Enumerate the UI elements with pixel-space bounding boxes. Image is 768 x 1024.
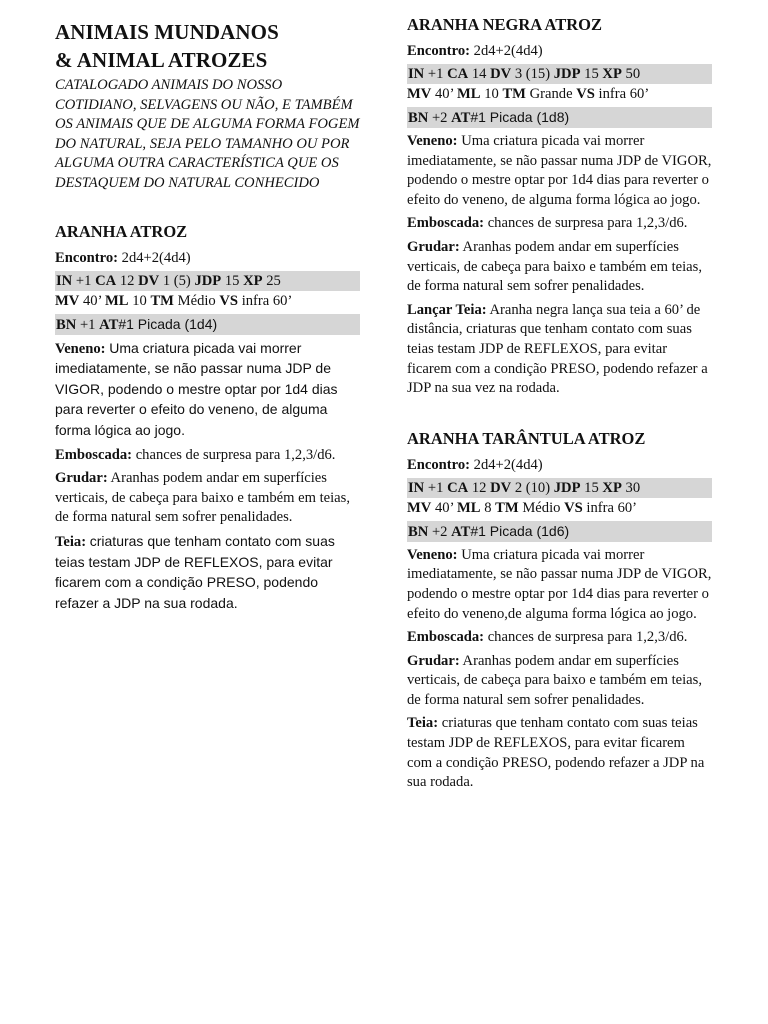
- creature-name: ARANHA NEGRA ATROZ: [407, 15, 602, 34]
- vs-value: infra 60’: [598, 86, 650, 102]
- encontro-label: Encontro:: [407, 43, 470, 59]
- vs-label: VS: [564, 499, 583, 516]
- dv-value: 2 (10): [514, 479, 551, 496]
- left-column: [55, 14, 360, 643]
- jdp-value: 15: [224, 272, 240, 289]
- xp-value: 25: [266, 272, 281, 289]
- creature-name: ARANHA TARÂNTULA ATROZ: [407, 428, 646, 448]
- tm-value: Médio: [177, 292, 216, 309]
- emboscada-section: [55, 446, 360, 466]
- in-value: +1: [427, 479, 444, 496]
- bn-value: +2: [431, 110, 448, 126]
- jdp-value: 15: [584, 479, 599, 496]
- attack-line: [407, 521, 712, 542]
- encontro-value: 2d4+2(4d4): [473, 456, 543, 473]
- grudar-text: Aranhas podem andar em superfícies verticais, de cabeça para baixo e também em teias, de forma natural sem sofrer penalidades.: [407, 238, 702, 295]
- in-value: +1: [75, 272, 92, 289]
- vs-value: infra 60’: [586, 499, 638, 516]
- ml-value: 10: [484, 86, 499, 102]
- ca-label: CA: [95, 272, 117, 289]
- veneno-label: Veneno:: [55, 340, 106, 357]
- teia-section: [407, 714, 712, 792]
- veneno-section: [407, 132, 712, 210]
- at-label: AT: [451, 523, 471, 540]
- creature-aranha-atroz: [55, 221, 360, 615]
- vs-label: VS: [576, 86, 595, 102]
- emboscada-text: chances de surpresa para 1,2,3/d6.: [487, 215, 688, 232]
- xp-value: 30: [625, 479, 641, 496]
- stats-line-2: [55, 291, 360, 311]
- teia-label: Teia:: [407, 715, 439, 732]
- ca-label: CA: [447, 479, 469, 496]
- encontro-line: [407, 41, 712, 61]
- creature-name: ARANHA ATROZ: [55, 221, 188, 241]
- at-label: AT: [451, 110, 471, 126]
- mv-value: 40’: [434, 86, 454, 102]
- veneno-text: Uma criatura picada vai morrer imediatamente, se não passar numa JDP de VIGOR, podendo o mestre optar por 1d4 dias para reverter o efeito do veneno, de alguma forma lógica ao jogo.: [55, 339, 338, 438]
- tm-label: TM: [150, 292, 174, 309]
- stats-line-2: [407, 498, 712, 518]
- xp-label: XP: [602, 66, 622, 82]
- dv-value: 1 (5): [162, 272, 191, 289]
- emboscada-label: Emboscada:: [407, 629, 485, 646]
- dv-label: DV: [490, 479, 512, 496]
- jdp-label: JDP: [194, 272, 222, 289]
- ml-label: ML: [105, 292, 129, 309]
- mv-value: 40’: [434, 499, 454, 516]
- emboscada-section: [407, 628, 712, 648]
- bn-value: +2: [431, 523, 448, 540]
- bn-value: +1: [79, 316, 96, 333]
- veneno-section: [407, 546, 712, 624]
- encontro-value: 2d4+2(4d4): [121, 249, 191, 266]
- mv-value: 40’: [82, 292, 102, 309]
- veneno-label: Veneno:: [407, 546, 458, 563]
- emboscada-label: Emboscada:: [407, 215, 485, 232]
- in-label: IN: [408, 66, 425, 82]
- stats-line-2: [407, 84, 712, 104]
- jdp-value: 15: [584, 66, 599, 82]
- stats-line-1: [407, 478, 712, 498]
- lancar-teia-text: Aranha negra lança sua teia a 60’ de distância, criaturas que tenham contato com suas teias testam JDP de REFLEXOS, para evitar ficarem com a condição PRESO, podendo refazer a JDP na sua vez na rodada.: [407, 301, 708, 397]
- grudar-label: Grudar:: [407, 652, 460, 669]
- title-line-2: & ANIMAL ATROZES: [55, 48, 268, 72]
- at-label: AT: [99, 316, 119, 333]
- creature-aranha-negra-atroz: [407, 14, 712, 399]
- teia-label: Teia:: [55, 533, 87, 550]
- teia-section: [55, 532, 360, 614]
- encontro-label: Encontro:: [407, 456, 470, 473]
- veneno-label: Veneno:: [407, 133, 458, 149]
- tm-label: TM: [495, 499, 519, 516]
- tm-value: Grande: [529, 86, 573, 102]
- tm-label: TM: [502, 86, 526, 102]
- at-value: #1 Picada (1d6): [470, 522, 570, 539]
- mv-label: MV: [407, 499, 432, 516]
- dv-label: DV: [490, 66, 512, 82]
- vs-value: infra 60’: [241, 292, 293, 309]
- xp-value: 50: [625, 66, 641, 82]
- attack-line: [407, 107, 712, 128]
- ca-label: CA: [447, 66, 469, 82]
- bn-label: BN: [408, 523, 429, 540]
- right-column: [407, 14, 712, 822]
- encontro-line: [55, 248, 360, 268]
- mv-label: MV: [407, 86, 432, 102]
- ml-label: ML: [457, 86, 481, 102]
- teia-text: criaturas que tenham contato com suas teias testam JDP de REFLEXOS, para evitar ficarem com a condição PRESO, podendo refazer a JDP na sua rodada.: [55, 532, 335, 611]
- xp-label: XP: [243, 272, 263, 289]
- emboscada-label: Emboscada:: [55, 446, 133, 463]
- veneno-text: Uma criatura picada vai morrer imediatamente, se não passar numa JDP de VIGOR, podendo o mestre optar por 1d4 dias para reverter o efeito do veneno,de alguma forma lógica ao jogo.: [407, 546, 712, 622]
- xp-label: XP: [602, 479, 622, 496]
- title-line-1: ANIMAIS MUNDANOS: [55, 20, 279, 44]
- jdp-label: JDP: [553, 66, 581, 82]
- teia-text: criaturas que tenham contato com suas teias testam JDP de REFLEXOS, para evitar ficarem com a condição PRESO, podendo refazer a JDP na sua rodada.: [407, 715, 705, 791]
- grudar-section: [55, 469, 360, 528]
- stats-line-1: [407, 64, 712, 84]
- ml-value: 10: [132, 292, 147, 309]
- in-value: +1: [427, 66, 444, 82]
- intro-text: CATALOGADO ANIMAIS DO NOSSO COTIDIANO, SELVAGENS OU NÃO, E TAMBÉM OS ANIMAIS QUE DE ALGUMA FORMA FOGEM DO NATURAL, SEJA PELO TAMANHO OU POR ALGUMA OUTRA CARACTERÍSTICA QUE OS DESTAQUEM DO NATURAL CONHECIDO: [55, 77, 360, 191]
- bn-label: BN: [56, 316, 77, 333]
- encontro-line: [407, 455, 712, 475]
- dv-label: DV: [138, 272, 160, 289]
- lancar-teia-section: [407, 301, 712, 399]
- grudar-section: [407, 652, 712, 711]
- veneno-section: [55, 339, 360, 442]
- grudar-label: Grudar:: [407, 238, 460, 255]
- encontro-value: 2d4+2(4d4): [473, 43, 543, 59]
- lancar-teia-label: Lançar Teia:: [407, 301, 487, 318]
- grudar-text: Aranhas podem andar em superfícies verticais, de cabeça para baixo e também em teias, de forma natural sem sofrer penalidades.: [55, 470, 350, 526]
- ca-value: 14: [471, 66, 487, 82]
- jdp-label: JDP: [553, 479, 581, 496]
- dv-value: 3 (15): [514, 66, 551, 82]
- creature-aranha-tarantula-atroz: [407, 428, 712, 793]
- emboscada-text: chances de surpresa para 1,2,3/d6.: [135, 446, 336, 463]
- ml-label: ML: [457, 499, 481, 516]
- vs-label: VS: [219, 292, 239, 309]
- in-label: IN: [408, 479, 425, 496]
- ca-value: 12: [471, 479, 487, 496]
- ca-value: 12: [119, 272, 135, 289]
- at-value: #1 Picada (1d4): [118, 315, 218, 332]
- grudar-label: Grudar:: [55, 470, 108, 487]
- bn-label: BN: [408, 110, 429, 126]
- grudar-text: Aranhas podem andar em superfícies verticais, de cabeça para baixo e também em teias, de forma natural sem sofrer penalidades.: [407, 652, 702, 708]
- emboscada-section: [407, 214, 712, 234]
- encontro-label: Encontro:: [55, 249, 118, 266]
- tm-value: Médio: [522, 499, 561, 516]
- page-title: [55, 18, 360, 74]
- stats-line-1: [55, 271, 360, 291]
- emboscada-text: chances de surpresa para 1,2,3/d6.: [487, 629, 688, 646]
- grudar-section: [407, 238, 712, 297]
- veneno-text: Uma criatura picada vai morrer imediatamente, se não passar numa JDP de VIGOR, podendo o mestre optar por 1d4 dias para reverter o efeito do veneno, de alguma forma lógica ao jogo.: [407, 133, 712, 208]
- in-label: IN: [56, 272, 73, 289]
- at-value: #1 Picada (1d8): [470, 109, 570, 125]
- attack-line: [55, 314, 360, 335]
- mv-label: MV: [55, 292, 80, 309]
- ml-value: 8: [484, 499, 492, 516]
